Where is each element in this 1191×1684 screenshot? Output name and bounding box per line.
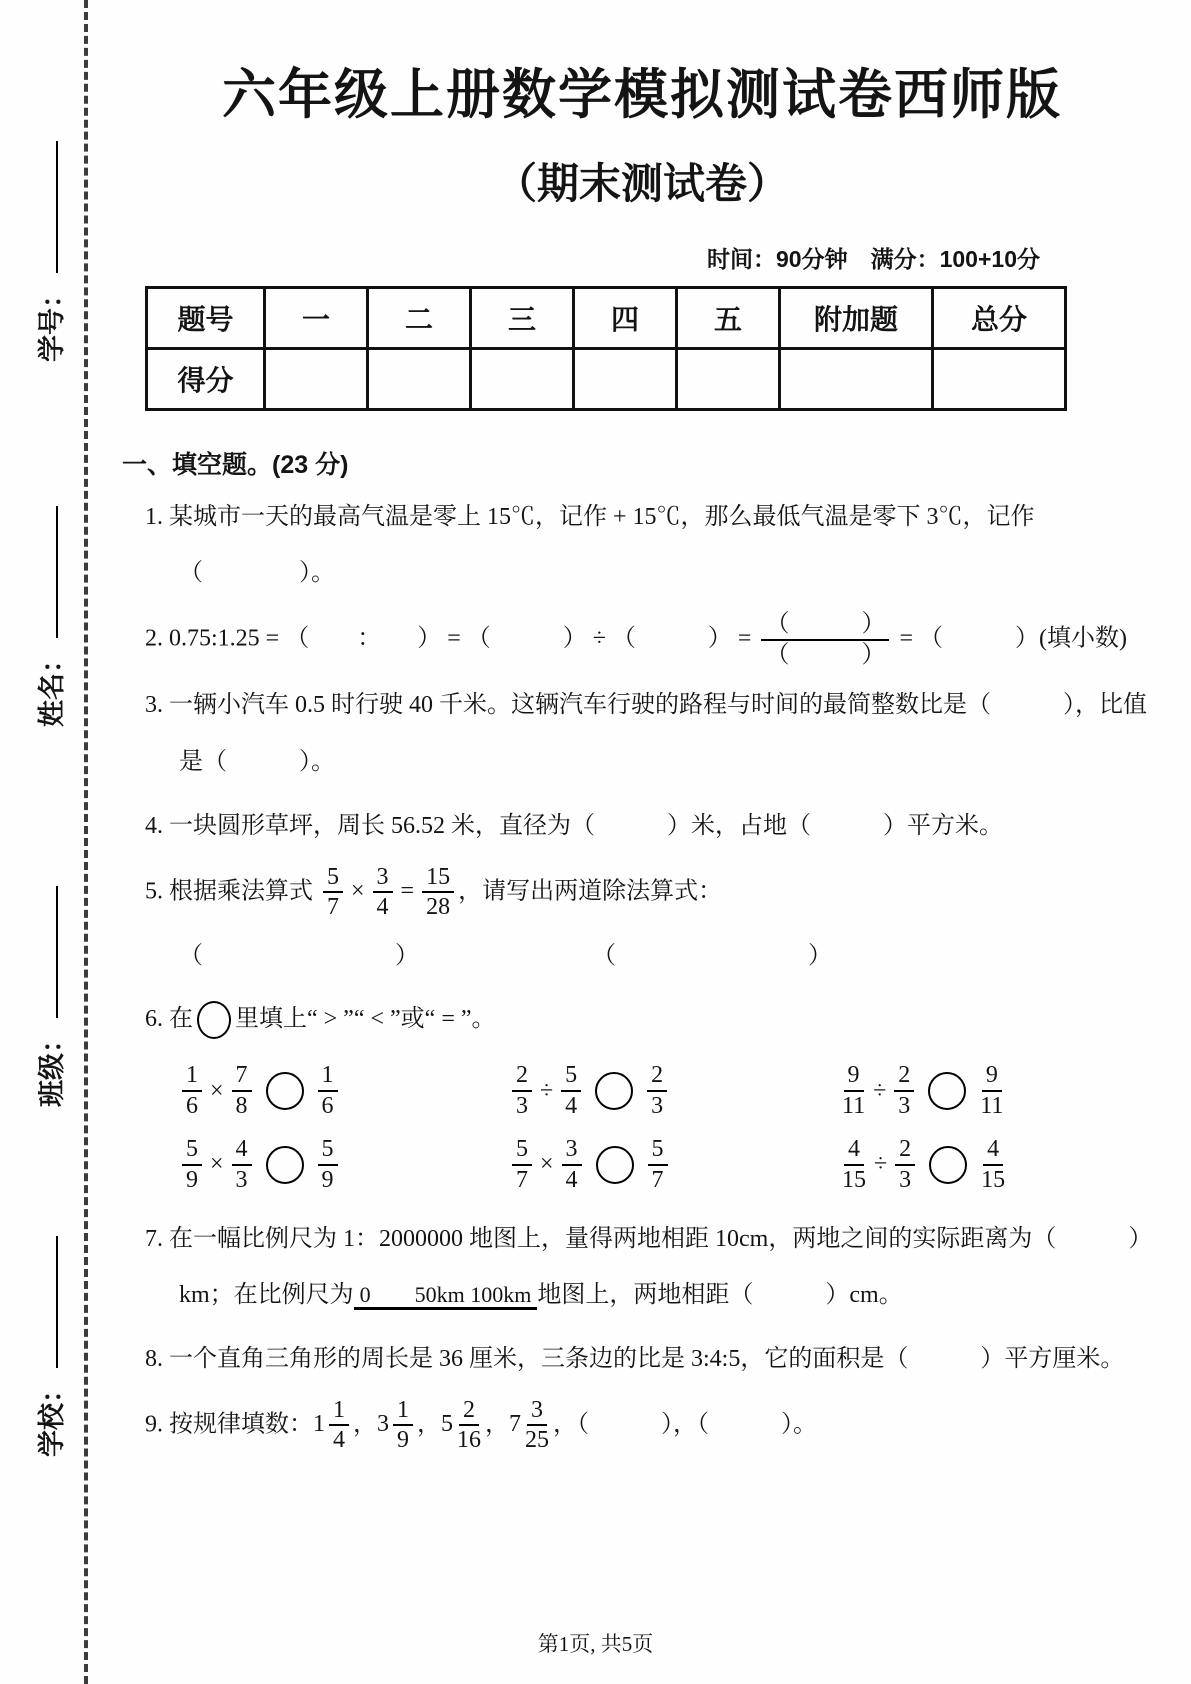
answer-circle-icon <box>928 1072 966 1110</box>
fraction <box>182 1135 202 1195</box>
mixed-number <box>313 1396 353 1454</box>
fraction <box>525 1396 549 1456</box>
question-7 <box>145 1211 1166 1324</box>
operator: ÷ <box>540 1077 554 1104</box>
answer-circle-icon <box>197 1001 231 1039</box>
answer-blank: （ ） <box>179 943 419 970</box>
answer-circle-icon <box>596 1146 634 1184</box>
fraction-denominator: 6 <box>186 1093 198 1120</box>
fraction-numerator: 2 <box>895 1135 915 1166</box>
comparison-item <box>838 1135 1168 1195</box>
fraction-numerator: 3 <box>562 1135 582 1166</box>
fraction-numerator: 2 <box>512 1061 532 1092</box>
name-blank-line <box>50 506 58 638</box>
fraction-denominator: 7 <box>516 1166 528 1193</box>
fraction <box>373 863 393 923</box>
name-field <box>30 506 69 727</box>
time-score-info: 时间：90分钟 满分：100+10分 <box>707 246 1040 272</box>
fraction-denominator: 28 <box>426 894 451 921</box>
fraction-numerator: 2 <box>459 1396 479 1427</box>
fraction-numerator: 1 <box>182 1061 202 1092</box>
operator: × <box>540 1151 554 1178</box>
fraction <box>561 1061 581 1121</box>
score-table-header-row <box>147 288 1066 349</box>
fraction-denominator: 9 <box>186 1166 198 1193</box>
class-blank-line <box>50 886 58 1018</box>
school-field <box>30 1236 69 1457</box>
fraction-denominator: 16 <box>457 1427 481 1454</box>
answer-circle-icon <box>595 1072 633 1110</box>
fraction <box>894 1061 914 1121</box>
school-label: 学校： <box>37 1376 67 1457</box>
comparison-item <box>508 1135 838 1195</box>
question-9-text: （ ），（ ）。 <box>577 1411 817 1437</box>
section-1-heading: 一、填空题。(23 分) <box>122 451 349 479</box>
fraction-numerator: 2 <box>894 1061 914 1092</box>
exam-paper <box>118 0 1166 1463</box>
fraction-denominator: 3 <box>516 1093 528 1120</box>
fraction <box>647 1061 667 1121</box>
class-field <box>30 886 69 1107</box>
fraction-numerator: 2 <box>647 1061 667 1092</box>
fraction-numerator: 1 <box>393 1396 413 1427</box>
fraction-denominator: 25 <box>525 1427 549 1454</box>
fraction-denominator: 15 <box>842 1166 866 1193</box>
mixed-number <box>509 1396 553 1454</box>
operator: ÷ <box>873 1077 887 1104</box>
fraction-denominator: （ ） <box>765 641 886 668</box>
fraction-denominator: 9 <box>321 1166 334 1193</box>
separator: ， <box>485 1411 509 1437</box>
fraction-numerator: 1 <box>318 1061 338 1092</box>
score-cell-empty <box>368 349 471 410</box>
fraction <box>323 863 343 923</box>
fraction <box>393 1396 413 1456</box>
score-table-cell: 题号 <box>147 288 265 349</box>
fraction-numerator: 3 <box>527 1396 547 1427</box>
fraction-denominator: 9 <box>397 1427 409 1454</box>
question-2-text: = （ ）(填小数) <box>893 625 1127 652</box>
school-blank-line <box>50 1236 58 1368</box>
fraction-denominator: 7 <box>327 894 339 921</box>
fraction-numerator: 15 <box>422 863 454 894</box>
class-label: 班级： <box>37 1026 67 1107</box>
comparison-row-1 <box>178 1061 1166 1121</box>
page-footer: 第1页, 共5页 <box>537 1632 654 1656</box>
comparison-item <box>178 1061 508 1121</box>
fraction-denominator: 15 <box>981 1166 1006 1193</box>
fraction-denominator: 11 <box>980 1093 1004 1120</box>
whole-number: 5 <box>441 1411 453 1437</box>
fraction <box>981 1135 1005 1195</box>
question-1: 1. 某城市一天的最高气温是零上 15℃，记作 + 15℃，那么最低气温是零下 3℃，记作（ ）。 <box>145 504 1035 587</box>
student-id-label: 学号： <box>37 281 67 362</box>
fraction-denominator: 3 <box>235 1166 248 1193</box>
fraction-numerator: 5 <box>318 1135 338 1166</box>
score-table-cell: 三 <box>471 288 574 349</box>
score-table-cell: 二 <box>368 288 471 349</box>
fraction-denominator: 4 <box>565 1166 578 1193</box>
mixed-number <box>377 1396 417 1454</box>
separator: ， <box>353 1411 377 1437</box>
fraction-numerator: 9 <box>982 1061 1002 1092</box>
answer-circle-icon <box>929 1146 967 1184</box>
operator: × <box>210 1077 224 1104</box>
comparison-item <box>838 1061 1168 1121</box>
fraction <box>562 1135 582 1195</box>
comparison-row-2 <box>178 1135 1166 1195</box>
score-table-score-row <box>147 349 1066 410</box>
question-4: 4. 一块圆形草坪，周长 56.52 米，直径为（ ）米，占地（ ）平方米。 <box>145 813 1003 840</box>
equals-sign: = <box>400 877 415 904</box>
fraction-numerator: 5 <box>323 863 343 894</box>
fraction-denominator: 3 <box>651 1093 664 1120</box>
fraction-numerator: 5 <box>512 1135 532 1166</box>
fraction-numerator: 4 <box>983 1135 1003 1166</box>
fraction <box>512 1135 532 1195</box>
fraction-denominator: 4 <box>376 894 389 921</box>
whole-number: 7 <box>509 1411 521 1437</box>
question-3: 3. 一辆小汽车 0.5 时行驶 40 千米。这辆汽车行驶的路程与时间的最简整数比是（ ），比值是（ ）。 <box>145 692 1147 775</box>
fraction <box>980 1061 1003 1121</box>
fraction-denominator: 4 <box>333 1427 345 1454</box>
question-5-answer-blanks <box>179 930 1166 983</box>
score-table <box>145 286 1067 411</box>
question-5-text: 5. 根据乘法算式 <box>145 877 319 904</box>
operator: ÷ <box>874 1151 888 1178</box>
score-cell-empty <box>471 349 574 410</box>
score-cell-empty <box>265 349 368 410</box>
fraction <box>422 863 454 923</box>
fraction-numerator: 4 <box>232 1135 252 1166</box>
fraction <box>232 1135 252 1195</box>
student-id-field <box>30 141 69 362</box>
comparison-item <box>178 1135 508 1195</box>
fraction-numerator: 5 <box>561 1061 581 1092</box>
score-table-cell: 一 <box>265 288 368 349</box>
score-row-label: 得分 <box>147 349 265 410</box>
fraction-denominator: 3 <box>899 1166 912 1193</box>
fraction <box>895 1135 915 1195</box>
score-cell-empty <box>574 349 677 410</box>
operator: × <box>210 1151 224 1178</box>
fraction <box>842 1135 866 1195</box>
fraction <box>318 1135 338 1195</box>
fraction <box>182 1061 202 1121</box>
fraction-denominator: 6 <box>321 1093 334 1120</box>
fraction-numerator: 4 <box>844 1135 864 1166</box>
fraction-numerator: 3 <box>373 863 393 894</box>
fraction-denominator: 3 <box>898 1093 911 1120</box>
question-9 <box>145 1396 1166 1456</box>
question-2 <box>145 610 1166 670</box>
mixed-number <box>441 1396 485 1454</box>
answer-blank: （ ） <box>604 943 832 970</box>
fraction-denominator: 4 <box>565 1093 578 1120</box>
score-table-cell: 总分 <box>933 288 1066 349</box>
multiply-operator: × <box>351 877 365 904</box>
map-scale-bar: 0 50km 100km <box>354 1282 538 1310</box>
separator: ， <box>417 1411 441 1437</box>
fraction <box>512 1061 532 1121</box>
fraction <box>457 1396 481 1456</box>
fraction-denominator: 7 <box>651 1166 664 1193</box>
fraction-denominator: 8 <box>235 1093 248 1120</box>
fraction <box>318 1061 338 1121</box>
separator: ， <box>553 1411 577 1437</box>
score-table-cell: 附加题 <box>780 288 933 349</box>
fraction <box>232 1061 252 1121</box>
answer-circle-icon <box>266 1072 304 1110</box>
fraction-numerator: 5 <box>648 1135 668 1166</box>
binding-dashed-line <box>84 0 88 1684</box>
question-6 <box>145 991 1166 1047</box>
question-7-text: 地图上，两地相距（ ）cm。 <box>537 1281 903 1308</box>
name-label: 姓名： <box>37 646 67 727</box>
whole-number: 3 <box>377 1411 389 1437</box>
page-title: 六年级上册数学模拟测试卷西师版 <box>222 65 1062 125</box>
fraction-numerator: （ ） <box>761 610 889 641</box>
question-6-text: 6. 在 <box>145 1005 193 1032</box>
score-cell-empty <box>677 349 780 410</box>
question-8: 8. 一个直角三角形的周长是 36 厘米，三条边的比是 3:4:5，它的面积是（ ）平方厘米。 <box>145 1346 1125 1373</box>
score-table-cell: 五 <box>677 288 780 349</box>
question-7-text: 7. 在一幅比例尺为 1：2000000 地图上，量得两地相距 10cm，两地之间的实际距离为（ ）km；在比例尺为 <box>145 1225 1153 1308</box>
fraction-numerator: 9 <box>844 1061 864 1092</box>
score-cell-empty <box>933 349 1066 410</box>
whole-number: 1 <box>313 1411 325 1437</box>
fraction-numerator: 1 <box>329 1396 349 1427</box>
score-table-cell: 四 <box>574 288 677 349</box>
question-9-text: 9. 按规律填数： <box>145 1411 313 1437</box>
question-2-text: 2. 0.75:1.25 = （ ： ） = （ ） ÷ （ ） = <box>145 625 758 652</box>
fraction-blank <box>761 610 889 670</box>
page-subtitle: （期末测试卷） <box>494 160 789 207</box>
comparison-item <box>508 1061 838 1121</box>
student-id-blank-line <box>50 141 58 273</box>
fraction <box>842 1061 865 1121</box>
score-cell-empty <box>780 349 933 410</box>
fraction-denominator: 11 <box>842 1093 866 1120</box>
fraction <box>329 1396 349 1456</box>
question-5-text: ，请写出两道除法算式： <box>458 877 723 904</box>
answer-circle-icon <box>266 1146 304 1184</box>
question-5 <box>145 863 1166 923</box>
fraction <box>648 1135 668 1195</box>
question-6-text: 里填上“ > ”“ < ”或“ = ”。 <box>235 1005 496 1032</box>
fraction-numerator: 5 <box>182 1135 202 1166</box>
fraction-numerator: 7 <box>232 1061 252 1092</box>
